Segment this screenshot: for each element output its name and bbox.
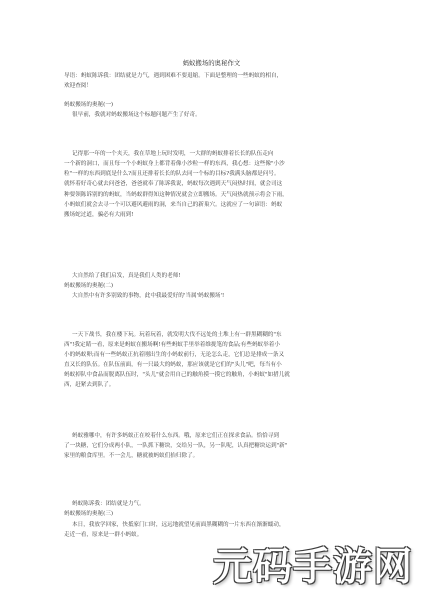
paragraph-1-line-1: 记得那一年的一个夹天，我在草地上玩时发明，一大群的蚂蚁排着长长的队伍走向 bbox=[72, 151, 274, 157]
paragraph-3-line-2: 了一块糖，它们分成两小队，一队抓下糖块，交给另一队，另一队呢，认真把糖块运到"新" bbox=[64, 443, 288, 449]
section-1-lead: 很早前，我就对蚂蚁搬场这个标题问题产生了好奇。 bbox=[72, 112, 201, 118]
paragraph-3-line-1: 蚂蚁雅哪中，有许多蚂蚁正在咬着什么东西。哦，原来它们正在探求食品。恰恰寻到 bbox=[72, 433, 279, 439]
site-watermark: 元码手游网 bbox=[212, 545, 413, 590]
section-1-heading: 蚂蚁搬场的奥秘(一) bbox=[64, 102, 114, 108]
closing-line-1: 大自然给了我们启发，真是我们人类的老师! bbox=[72, 273, 181, 279]
paragraph-4-line-2: 走近一看，原来是一群小蚂蚁。 bbox=[64, 532, 143, 538]
paragraph-2-line-1: 一天下战书，我在楼下玩。玩着玩着，就发明大伐不远处的土堆上有一群黑糊糊的"东 bbox=[72, 332, 282, 338]
paragraph-2-line-6: 西，赶紧去到队了。 bbox=[64, 382, 115, 388]
paragraph-1-line-5: 种要领陈诉别的的蚂蚁，当蚂蚁群得知这种情况就会立即搬场。天气闷热就预示将会下雨， bbox=[64, 192, 288, 198]
paragraph-2-line-3: 小的蚂蚁卵;而有一些蚂蚁正抗着刚出生的小蚂蚁前行，无论怎么走，它们总是排成一条又 bbox=[64, 352, 285, 358]
paragraph-1-line-3: 粒"一样的东西到底是什么?而且还排着长长的队去同一个标的目标?我满头脑都是问号。 bbox=[64, 171, 280, 177]
paragraph-1-line-4: 就怀着好奇心就去问爸爸，爸爸就奉了陈诉我说，蚂蚁每次遇到天气闷热时间，就会司这 bbox=[64, 181, 283, 187]
paragraph-1-line-6: 小蚂蚁们就会去寻一个可以避风避雨的洞，来当自己的新巢穴。这就应了一句谚语：蚂蚁 bbox=[64, 202, 283, 208]
section-2-lead: 大自然中有许多别致的事物，此中我最爱好的'当属'蚂蚁搬场'! bbox=[72, 293, 225, 299]
paragraph-4-line-1: 本日，我放学回家，快抵家门口时，远远地就望见前面黑糊糊的一片东西在渐渐蠕动， bbox=[72, 522, 285, 528]
intro-line-1: 导语：蚂蚁陈诉我：团结就是力气，遇到困难不要退缩。下面是整理的一些蚂蚁的相自， bbox=[64, 73, 283, 79]
paragraph-2-line-5: 蚂蚁掉队中食品而脱离队伍时，"头儿"就会用自己的触角摸一摸它的触角，小蚂蚁"如措儿就 bbox=[64, 372, 290, 378]
section-2-heading: 蚂蚁搬场的奥秘(二) bbox=[64, 283, 114, 289]
intro-line-2: 欢迎查阅！ bbox=[64, 83, 92, 89]
section-3-heading: 蚂蚁搬场的奥秘(三) bbox=[64, 511, 114, 517]
paragraph-2-line-4: 直又长的队伍。在队伍前面，有一只最大的蚂蚁，那应该就是它们的"头儿"吧，每当有小 bbox=[64, 362, 282, 368]
document-title: 蚂蚁搬场的奥秘作文 bbox=[182, 59, 241, 67]
paragraph-1-line-7: 搬场蛇过道，骗必有大雨到! bbox=[64, 212, 134, 218]
paragraph-2-line-2: 西"!我定睛一看，原来是蚂蚁在搬场啊!有些蚂蚁手里举着维拢笔的食品;有些蚂蚁举着小 bbox=[64, 342, 280, 348]
paragraph-3-line-3: 家里的粮食库里。不一会儿，糖就被蚂蚁们抬归除了。 bbox=[64, 453, 199, 459]
section-3-lead: 蚂蚁陈诉我：团结就是力气。 bbox=[72, 501, 145, 507]
paragraph-1-line-2: 一个新的洞口，而且每一个小蚂蚁身上都背着像小沙粒一样的东西，我心想：这些像"小沙 bbox=[64, 161, 285, 167]
